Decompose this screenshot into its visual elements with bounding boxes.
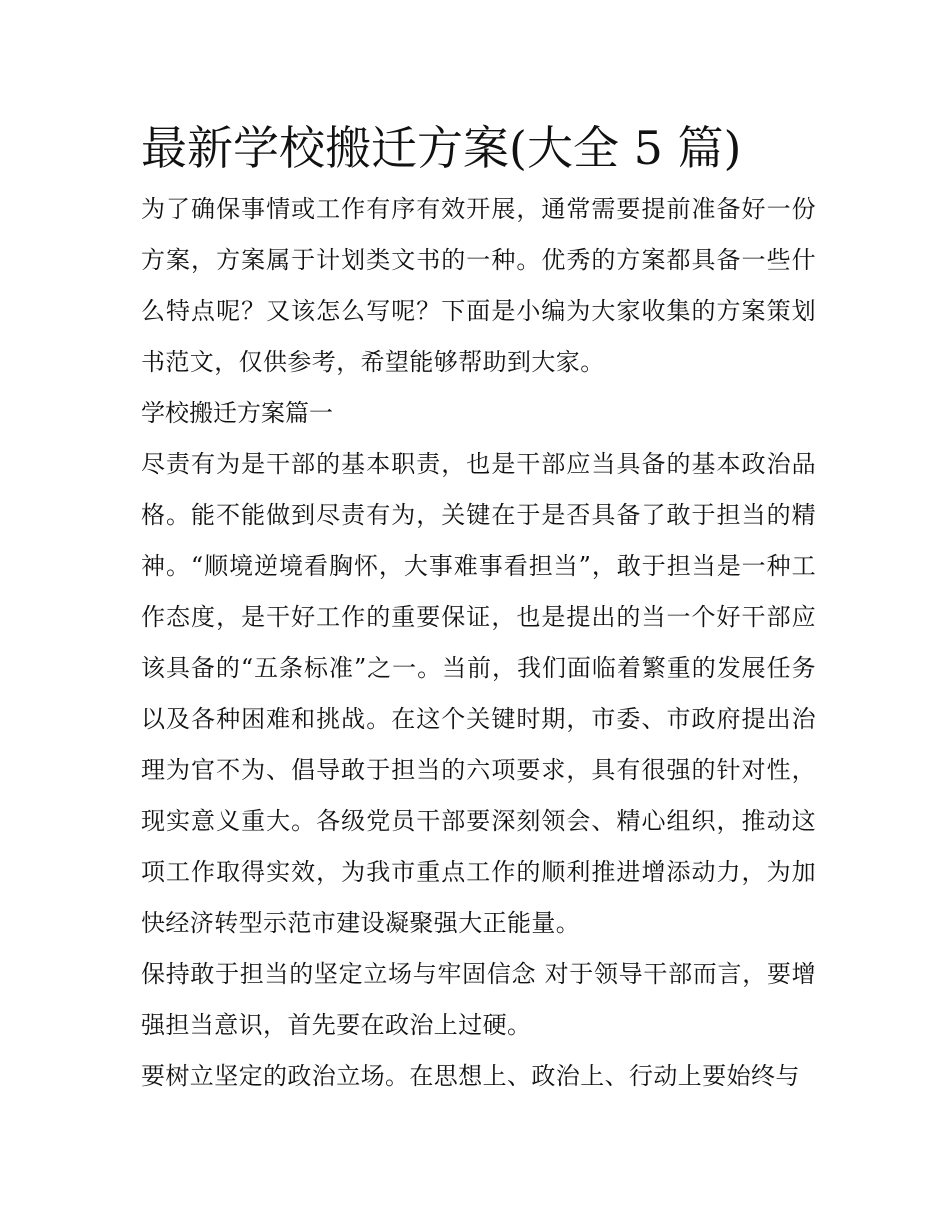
body-paragraph: 尽责有为是干部的基本职责，也是干部应当具备的基本政治品格。能不能做到尽责有为，关键在于是否具备了敢于担当的精神。“顺境逆境看胸怀，大事难事看担当”，敢于担当是一种工作态度，是干好工作的重要保证，也是提出的当一个好干部应该具备的“五条标准”之一。当前，我们面临着繁重的发展任务以及各种困难和挑战。在这个关键时期，市委、市政府提出治理为官不为、倡导敢于担当的六项要求，具有很强的针对性，现实意义重大。各级党员干部要深刻领会、精心组织，推动这项工作取得实效，为我市重点工作的顺利推进增添动力，为加快经济转型示范市建设凝聚强大正能量。 [141,450,816,937]
document-body [141,112,816,1102]
body-paragraph: 保持敢于担当的坚定立场与牢固信念 对于领导干部而言，要增强担当意识，首先要在政治上过硬。 [141,960,816,1039]
intro-paragraph: 为了确保事情或工作有序有效开展，通常需要提前准备好一份方案，方案属于计划类文书的一种。优秀的方案都具备一些什么特点呢？又该怎么写呢？下面是小编为大家收集的方案策划书范文，仅供参考，希望能够帮助到大家。 [141,195,816,376]
body-paragraph: 要树立坚定的政治立场。在思想上、政治上、行动上要始终与 [141,1062,800,1090]
section-heading: 学校搬迁方案篇一 [141,399,333,427]
document-title: 最新学校搬迁方案(大全 5 篇) [141,121,742,175]
